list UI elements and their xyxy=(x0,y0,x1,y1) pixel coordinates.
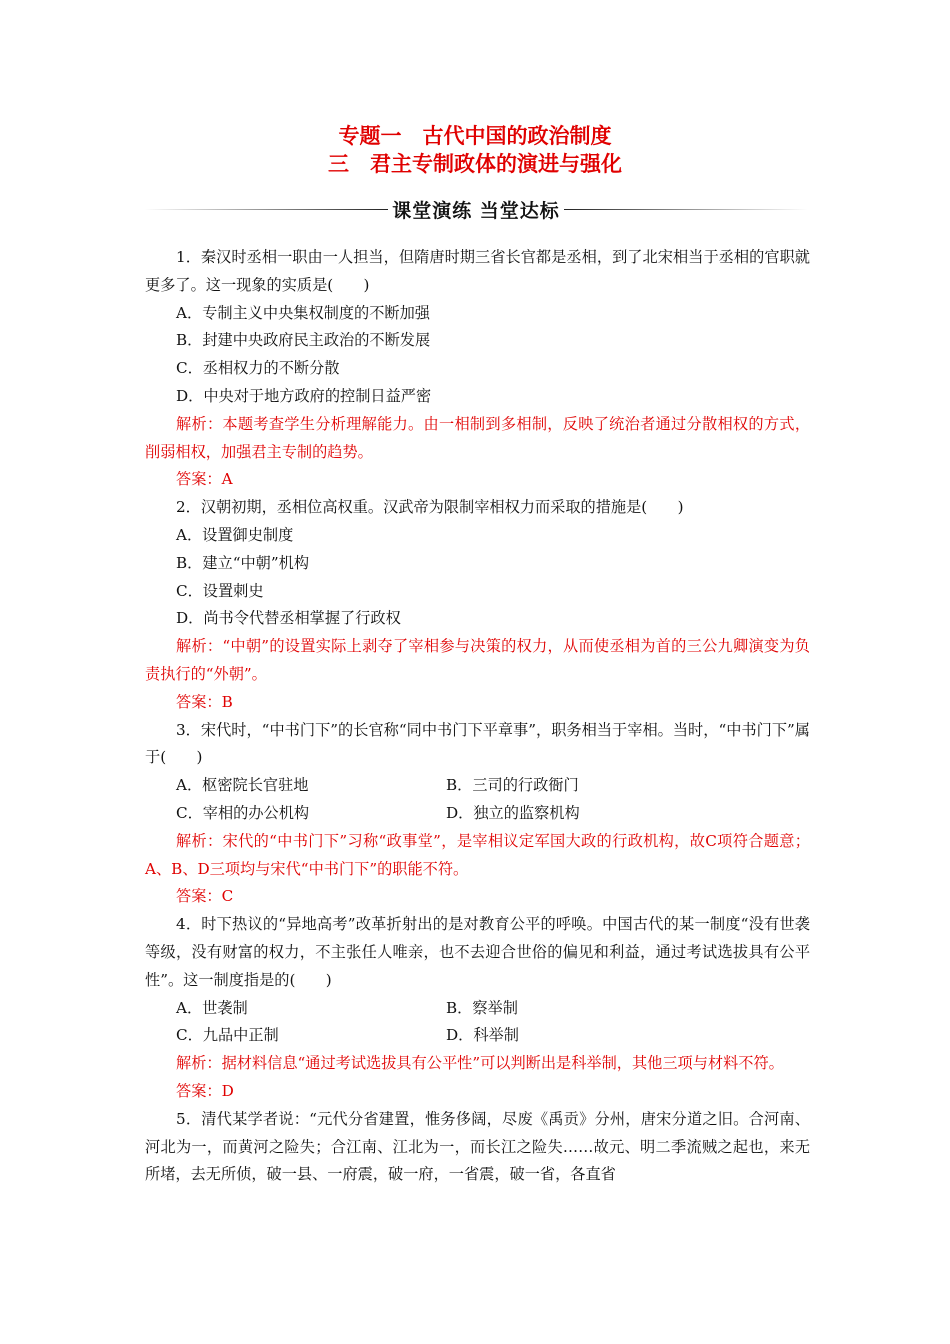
question-stem: 5．清代某学者说：“元代分省建置，惟务侈阔，尽废《禹贡》分州，唐宋分道之旧。合河南、河北为一，而黄河之险失；合江南、江北为一，而长江之险失……故元、明二季流贼之起也，来无所堵，去无所侦，破一县、一府震，破一府，一省震，破一省，各直省 xyxy=(145,1109,810,1184)
analysis: 解析：“中朝”的设置实际上剥夺了宰相参与决策的权力，从而使丞相为首的三公九卿演变为负责执行的“外朝”。 xyxy=(145,637,810,683)
section-banner xyxy=(145,196,807,222)
question-stem: 1．秦汉时丞相一职由一人担当，但隋唐时期三省长官都是丞相，到了北宋相当于丞相的官职就更多了。这一现象的实质是( ) xyxy=(145,248,810,294)
answer: 答案：D xyxy=(176,1081,234,1100)
option-b: B．建立“中朝”机构 xyxy=(176,553,310,572)
option-c: C．丞相权力的不断分散 xyxy=(176,359,340,378)
question-5 xyxy=(145,1106,810,1189)
answer: 答案：C xyxy=(176,887,234,906)
analysis: 解析：宋代的“中书门下”习称“政事堂”，是宰相议定军国大政的行政机构，故C项符合题意；A、B、D三项均与宋代“中书门下”的职能不符。 xyxy=(145,831,810,878)
section-label: 课堂演练 当堂达标 xyxy=(392,199,560,222)
banner-rule-right xyxy=(564,209,807,210)
question-stem: 3．宋代时，“中书门下”的长官称“同中书门下平章事”，职务相当于宰相。当时，“中书门下”属于( ) xyxy=(145,720,810,767)
document-subtitle: 三 君主专制政体的演进与强化 xyxy=(328,152,622,176)
banner-rule-left xyxy=(145,209,388,210)
option-d: D．科举制 xyxy=(446,1026,519,1045)
analysis: 解析：据材料信息“通过考试选拔具有公平性”可以判断出是科举制，其他三项与材料不符。 xyxy=(176,1054,784,1073)
question-2 xyxy=(145,494,810,716)
option-c: C．宰相的办公机构 xyxy=(176,803,310,822)
option-row xyxy=(145,800,810,828)
question-4 xyxy=(145,911,810,1106)
option-b: B．三司的行政衙门 xyxy=(446,776,579,795)
option-d: D．尚书令代替丞相掌握了行政权 xyxy=(176,609,401,628)
option-row xyxy=(145,1022,810,1050)
option-row xyxy=(145,995,810,1023)
option-b: B．封建中央政府民主政治的不断发展 xyxy=(176,331,431,350)
option-a: A．枢密院长官驻地 xyxy=(176,776,309,795)
question-stem: 4．时下热议的“异地高考”改革折射出的是对教育公平的呼唤。中国古代的某一制度“没有世袭等级，没有财富的权力，不主张任人唯亲，也不去迎合世俗的偏见和利益，通过考试选拔具有公平性”。这一制度指是的( ) xyxy=(145,915,810,989)
question-3 xyxy=(145,717,810,912)
answer: 答案：A xyxy=(176,470,233,489)
question-1 xyxy=(145,244,810,494)
option-a: A．设置御史制度 xyxy=(176,525,294,544)
option-c: C．设置刺史 xyxy=(176,581,264,600)
option-d: D．中央对于地方政府的控制日益严密 xyxy=(176,386,432,405)
option-a: A．专制主义中央集权制度的不断加强 xyxy=(176,303,430,322)
option-row xyxy=(145,772,810,800)
document-title: 专题一 古代中国的政治制度 xyxy=(338,124,612,148)
option-d: D．独立的监察机构 xyxy=(446,803,580,822)
question-list xyxy=(145,244,810,1189)
answer: 答案：B xyxy=(176,692,233,711)
option-a: A．世袭制 xyxy=(176,998,248,1017)
option-c: C．九品中正制 xyxy=(176,1026,279,1045)
question-stem: 2．汉朝初期，丞相位高权重。汉武帝为限制宰相权力而采取的措施是( ) xyxy=(176,498,684,517)
analysis: 解析：本题考查学生分析理解能力。由一相制到多相制，反映了统治者通过分散相权的方式，削弱相权，加强君主专制的趋势。 xyxy=(145,414,810,461)
option-b: B．察举制 xyxy=(446,998,518,1017)
